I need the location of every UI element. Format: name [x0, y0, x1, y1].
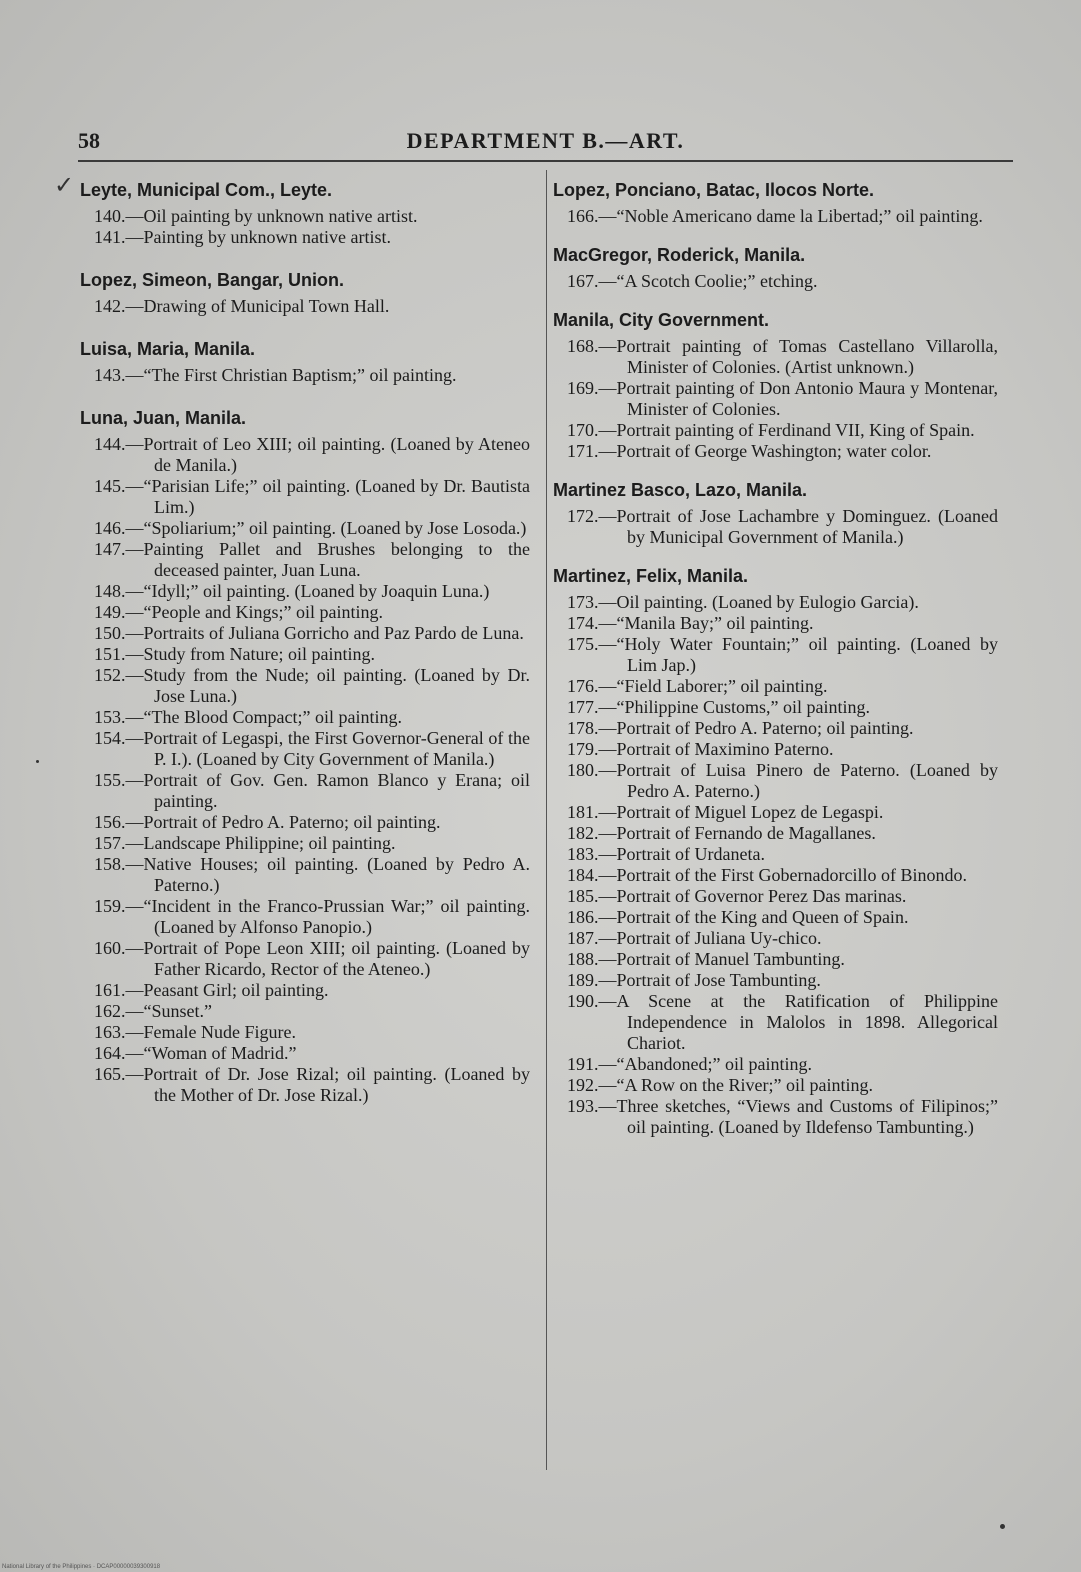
column-divider [546, 170, 547, 1470]
exhibitor-block [553, 478, 998, 548]
catalog-entry: 174.—“Manila Bay;” oil painting. [567, 613, 814, 633]
catalog-entry: 168.—Portrait painting of Tomas Castellano Villarolla, Minister of Colonies. (Artist unknown.) [567, 336, 998, 377]
exhibitor-name-text: Leyte, Municipal Com., Leyte. [80, 180, 333, 200]
exhibitor-name-text: Lopez, Ponciano, Batac, Ilocos Norte. [553, 180, 875, 200]
exhibitor-name [553, 564, 998, 588]
exhibitor-block [54, 172, 530, 248]
exhibitor-name [54, 172, 530, 202]
catalog-entry: 143.—“The First Christian Baptism;” oil painting. [94, 365, 457, 385]
exhibitor-name-text: Lopez, Simeon, Bangar, Union. [80, 270, 345, 290]
exhibitor-block [553, 564, 998, 1138]
catalog-entry: 187.—Portrait of Juliana Uy-chico. [567, 928, 822, 948]
catalog-entry: 140.—Oil painting by unknown native artist. [94, 206, 418, 226]
catalog-entry: 181.—Portrait of Miguel Lopez de Legaspi. [567, 802, 884, 822]
catalog-entry: 162.—“Sunset.” [94, 1001, 212, 1021]
exhibitor-name-text: Martinez, Felix, Manila. [553, 566, 749, 586]
exhibitor-name [553, 243, 998, 267]
catalog-entry: 180.—Portrait of Luisa Pinero de Paterno. (Loaned by Pedro A. Paterno.) [567, 760, 998, 801]
catalog-entry: 177.—“Philippine Customs,” oil painting. [567, 697, 870, 717]
catalog-entry: 175.—“Holy Water Fountain;” oil painting. (Loaned by Lim Jap.) [567, 634, 998, 675]
catalog-entry: 176.—“Field Laborer;” oil painting. [567, 676, 828, 696]
catalog-entry: 155.—Portrait of Gov. Gen. Ramon Blanco y Erana; oil painting. [94, 770, 530, 811]
catalog-entry: 150.—Portraits of Juliana Gorricho and Paz Pardo de Luna. [94, 623, 524, 643]
catalog-entry: 185.—Portrait of Governor Perez Das marinas. [567, 886, 907, 906]
exhibitor-name [80, 268, 530, 292]
catalog-entry: 167.—“A Scotch Coolie;” etching. [567, 271, 818, 291]
catalog-entry: 172.—Portrait of Jose Lachambre y Dominguez. (Loaned by Municipal Government of Manila.) [567, 506, 998, 547]
catalog-entry: 158.—Native Houses; oil painting. (Loaned by Pedro A. Paterno.) [94, 854, 530, 895]
catalog-entry: 146.—“Spoliarium;” oil painting. (Loaned by Jose Losoda.) [94, 518, 527, 538]
exhibitor-block [80, 406, 530, 1106]
footer-credit: National Library of the Philippines · DCAP00000039300918 [2, 1564, 161, 1570]
ink-speck [1000, 1524, 1005, 1529]
catalog-entry: 165.—Portrait of Dr. Jose Rizal; oil painting. (Loaned by the Mother of Dr. Jose Rizal.) [94, 1064, 530, 1105]
catalog-entry: 169.—Portrait painting of Don Antonio Maura y Montenar, Minister of Colonies. [567, 378, 998, 419]
catalog-entry: 145.—“Parisian Life;” oil painting. (Loaned by Dr. Bautista Lim.) [94, 476, 530, 517]
exhibitor-name [80, 337, 530, 361]
catalog-entry: 182.—Portrait of Fernando de Magallanes. [567, 823, 876, 843]
catalog-entry: 160.—Portrait of Pope Leon XIII; oil painting. (Loaned by Father Ricardo, Rector of the Ateneo.) [94, 938, 530, 979]
exhibitor-block [553, 308, 998, 462]
exhibitor-name [80, 406, 530, 430]
catalog-entry: 149.—“People and Kings;” oil painting. [94, 602, 383, 622]
catalog-entry: 173.—Oil painting. (Loaned by Eulogio Garcia). [567, 592, 919, 612]
catalog-entry: 189.—Portrait of Jose Tambunting. [567, 970, 821, 990]
ink-speck [36, 760, 39, 763]
left-column [54, 172, 530, 1126]
exhibitor-block [553, 178, 998, 227]
catalog-entry: 142.—Drawing of Municipal Town Hall. [94, 296, 390, 316]
catalog-entry: 159.—“Incident in the Franco-Prussian War;” oil painting. (Loaned by Alfonso Panopio.) [94, 896, 530, 937]
exhibitor-block [80, 337, 530, 386]
catalog-entry: 141.—Painting by unknown native artist. [94, 227, 391, 247]
exhibitor-name [553, 478, 998, 502]
check-mark-icon: ✓ [54, 172, 75, 199]
catalog-entry: 164.—“Woman of Madrid.” [94, 1043, 297, 1063]
catalog-entry: 163.—Female Nude Figure. [94, 1022, 296, 1042]
catalog-entry: 193.—Three sketches, “Views and Customs of Filipinos;” oil painting. (Loaned by Ildefenso Tambunting.) [567, 1096, 998, 1137]
catalog-entry: 184.—Portrait of the First Gobernadorcillo of Binondo. [567, 865, 967, 885]
catalog-entry: 151.—Study from Nature; oil painting. [94, 644, 375, 664]
catalog-entry: 154.—Portrait of Legaspi, the First Governor-General of the P. I.). (Loaned by City Government of Manila.) [94, 728, 530, 769]
catalog-entry: 157.—Landscape Philippine; oil painting. [94, 833, 396, 853]
catalog-entry: 161.—Peasant Girl; oil painting. [94, 980, 329, 1000]
page-number: 58 [78, 128, 100, 153]
catalog-entry: 153.—“The Blood Compact;” oil painting. [94, 707, 402, 727]
exhibitor-name-text: Luisa, Maria, Manila. [80, 339, 256, 359]
catalog-entry: 171.—Portrait of George Washington; water color. [567, 441, 932, 461]
catalog-entry: 152.—Study from the Nude; oil painting. (Loaned by Dr. Jose Luna.) [94, 665, 530, 706]
page-title: DEPARTMENT B.—ART. [406, 128, 685, 153]
catalog-entry: 147.—Painting Pallet and Brushes belonging to the deceased painter, Juan Luna. [94, 539, 530, 580]
exhibitor-block [80, 268, 530, 317]
catalog-entry: 188.—Portrait of Manuel Tambunting. [567, 949, 845, 969]
catalog-entry: 144.—Portrait of Leo XIII; oil painting. (Loaned by Ateneo de Manila.) [94, 434, 530, 475]
page-header [78, 128, 1013, 160]
exhibitor-name-text: Manila, City Government. [553, 310, 770, 330]
catalog-entry: 156.—Portrait of Pedro A. Paterno; oil painting. [94, 812, 441, 832]
catalog-entry: 166.—“Noble Americano dame la Libertad;” oil painting. [567, 206, 983, 226]
catalog-entry: 179.—Portrait of Maximino Paterno. [567, 739, 834, 759]
catalog-entry: 190.—A Scene at the Ratification of Philippine Independence in Malolos in 1898. Allegorical Chariot. [567, 991, 998, 1053]
exhibitor-block [553, 243, 998, 292]
catalog-entry: 178.—Portrait of Pedro A. Paterno; oil painting. [567, 718, 914, 738]
catalog-entry: 148.—“Idyll;” oil painting. (Loaned by Joaquin Luna.) [94, 581, 490, 601]
exhibitor-name-text: MacGregor, Roderick, Manila. [553, 245, 806, 265]
exhibitor-name [553, 178, 998, 202]
catalog-entry: 183.—Portrait of Urdaneta. [567, 844, 765, 864]
exhibitor-name [553, 308, 998, 332]
catalog-entry: 192.—“A Row on the River;” oil painting. [567, 1075, 873, 1095]
right-column [553, 178, 998, 1154]
exhibitor-name-text: Luna, Juan, Manila. [80, 408, 247, 428]
catalog-entry: 191.—“Abandoned;” oil painting. [567, 1054, 812, 1074]
catalog-entry: 186.—Portrait of the King and Queen of Spain. [567, 907, 909, 927]
header-rule [78, 160, 1013, 162]
exhibitor-name-text: Martinez Basco, Lazo, Manila. [553, 480, 808, 500]
catalog-entry: 170.—Portrait painting of Ferdinand VII, King of Spain. [567, 420, 975, 440]
